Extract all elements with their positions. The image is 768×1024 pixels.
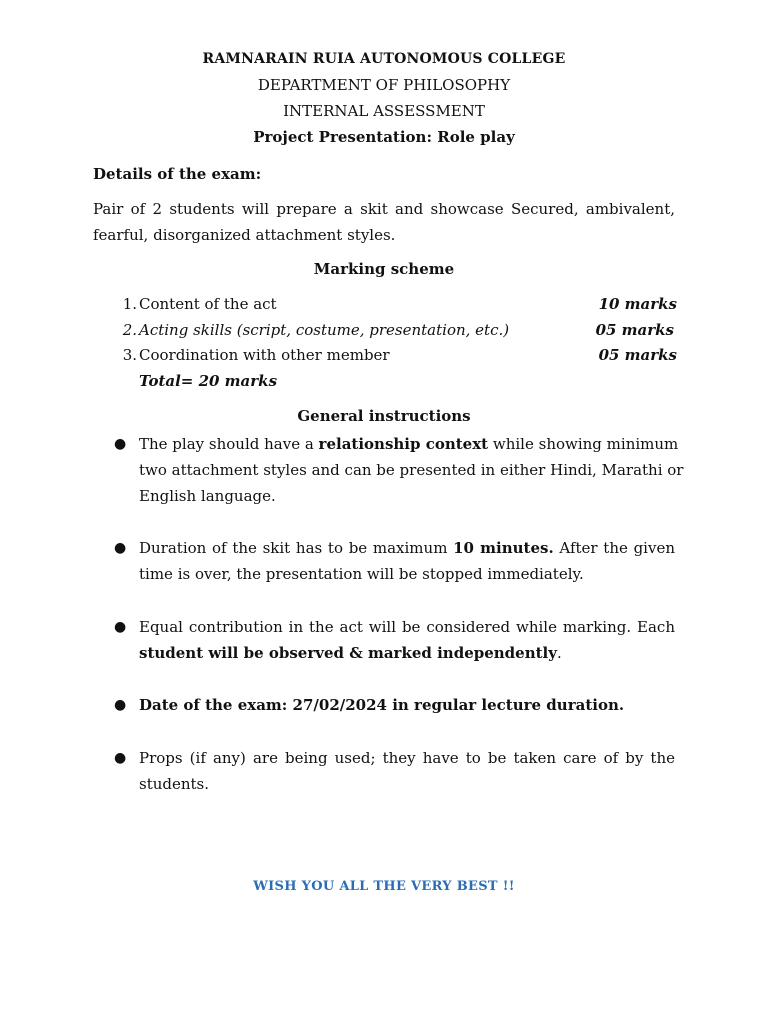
- instruction-text: [139, 535, 675, 587]
- text-segment: The play should have a: [139, 435, 319, 453]
- text-segment: Duration of the skit has to be maximum: [139, 539, 454, 557]
- project-title: Project Presentation: Role play: [253, 128, 515, 146]
- instruction-text: [139, 431, 684, 509]
- assessment-title: INTERNAL ASSESSMENT: [283, 102, 485, 120]
- bold-segment: 10 minutes.: [453, 539, 554, 557]
- bullet-icon: ●: [114, 436, 127, 452]
- marking-item-number: 3.: [122, 346, 137, 364]
- instruction-text: [139, 614, 675, 666]
- college-name: RAMNARAIN RUIA AUTONOMOUS COLLEGE: [202, 51, 566, 67]
- marking-heading: Marking scheme: [313, 260, 455, 278]
- instruction-text: [139, 692, 675, 718]
- marking-item: [115, 344, 677, 366]
- instruction-line: [139, 640, 675, 666]
- marking-item-number: 1.: [122, 295, 137, 313]
- marking-total: Total= 20 marks: [139, 372, 278, 390]
- marking-item-label: Coordination with other member: [139, 346, 390, 364]
- instruction-line: Props (if any) are being used; they have to be taken care of by the: [139, 749, 675, 767]
- instruction-line: English language.: [139, 487, 276, 505]
- marking-item-marks: 05 marks: [595, 321, 674, 339]
- bold-segment: student will be observed & marked independently: [139, 644, 557, 662]
- text-segment: After the given: [553, 539, 675, 557]
- marking-item-number: 2.: [122, 321, 137, 339]
- instruction-line: [139, 535, 675, 561]
- bullet-icon: ●: [114, 540, 127, 556]
- instruction-line: students.: [139, 775, 210, 793]
- marking-item: [115, 319, 677, 341]
- bullet-icon: ●: [114, 697, 127, 713]
- closing-wish: WISH YOU ALL THE VERY BEST !!: [253, 879, 515, 894]
- marking-item-marks: 05 marks: [598, 346, 677, 364]
- details-paragraph: [93, 196, 675, 248]
- details-line-1: Pair of 2 students will prepare a skit and showcase Secured, ambivalent,: [93, 200, 675, 218]
- instruction-line: two attachment styles and can be presented in either Hindi, Marathi or: [139, 461, 684, 479]
- text-segment: .: [556, 644, 562, 662]
- marking-item-label: Acting skills (script, costume, presentation, etc.): [139, 321, 510, 339]
- marking-item-marks: 10 marks: [598, 295, 677, 313]
- details-line-2: fearful, disorganized attachment styles.: [93, 226, 396, 244]
- marking-item: [115, 293, 677, 315]
- instruction-text: [139, 745, 675, 797]
- bullet-icon: ●: [114, 619, 127, 635]
- instructions-heading: General instructions: [297, 407, 471, 425]
- bullet-icon: ●: [114, 750, 127, 766]
- instruction-line: time is over, the presentation will be stopped immediately.: [139, 565, 584, 583]
- details-heading: Details of the exam:: [93, 165, 262, 183]
- instruction-line: Equal contribution in the act will be considered while marking. Each: [139, 618, 675, 636]
- instruction-line: [139, 431, 679, 457]
- department-name: DEPARTMENT OF PHILOSOPHY: [257, 76, 511, 94]
- text-segment: while showing minimum: [488, 435, 679, 453]
- marking-item-label: Content of the act: [139, 295, 277, 313]
- bold-segment: relationship context: [318, 435, 489, 453]
- exam-date-line: Date of the exam: 27/02/2024 in regular lecture duration.: [139, 696, 625, 714]
